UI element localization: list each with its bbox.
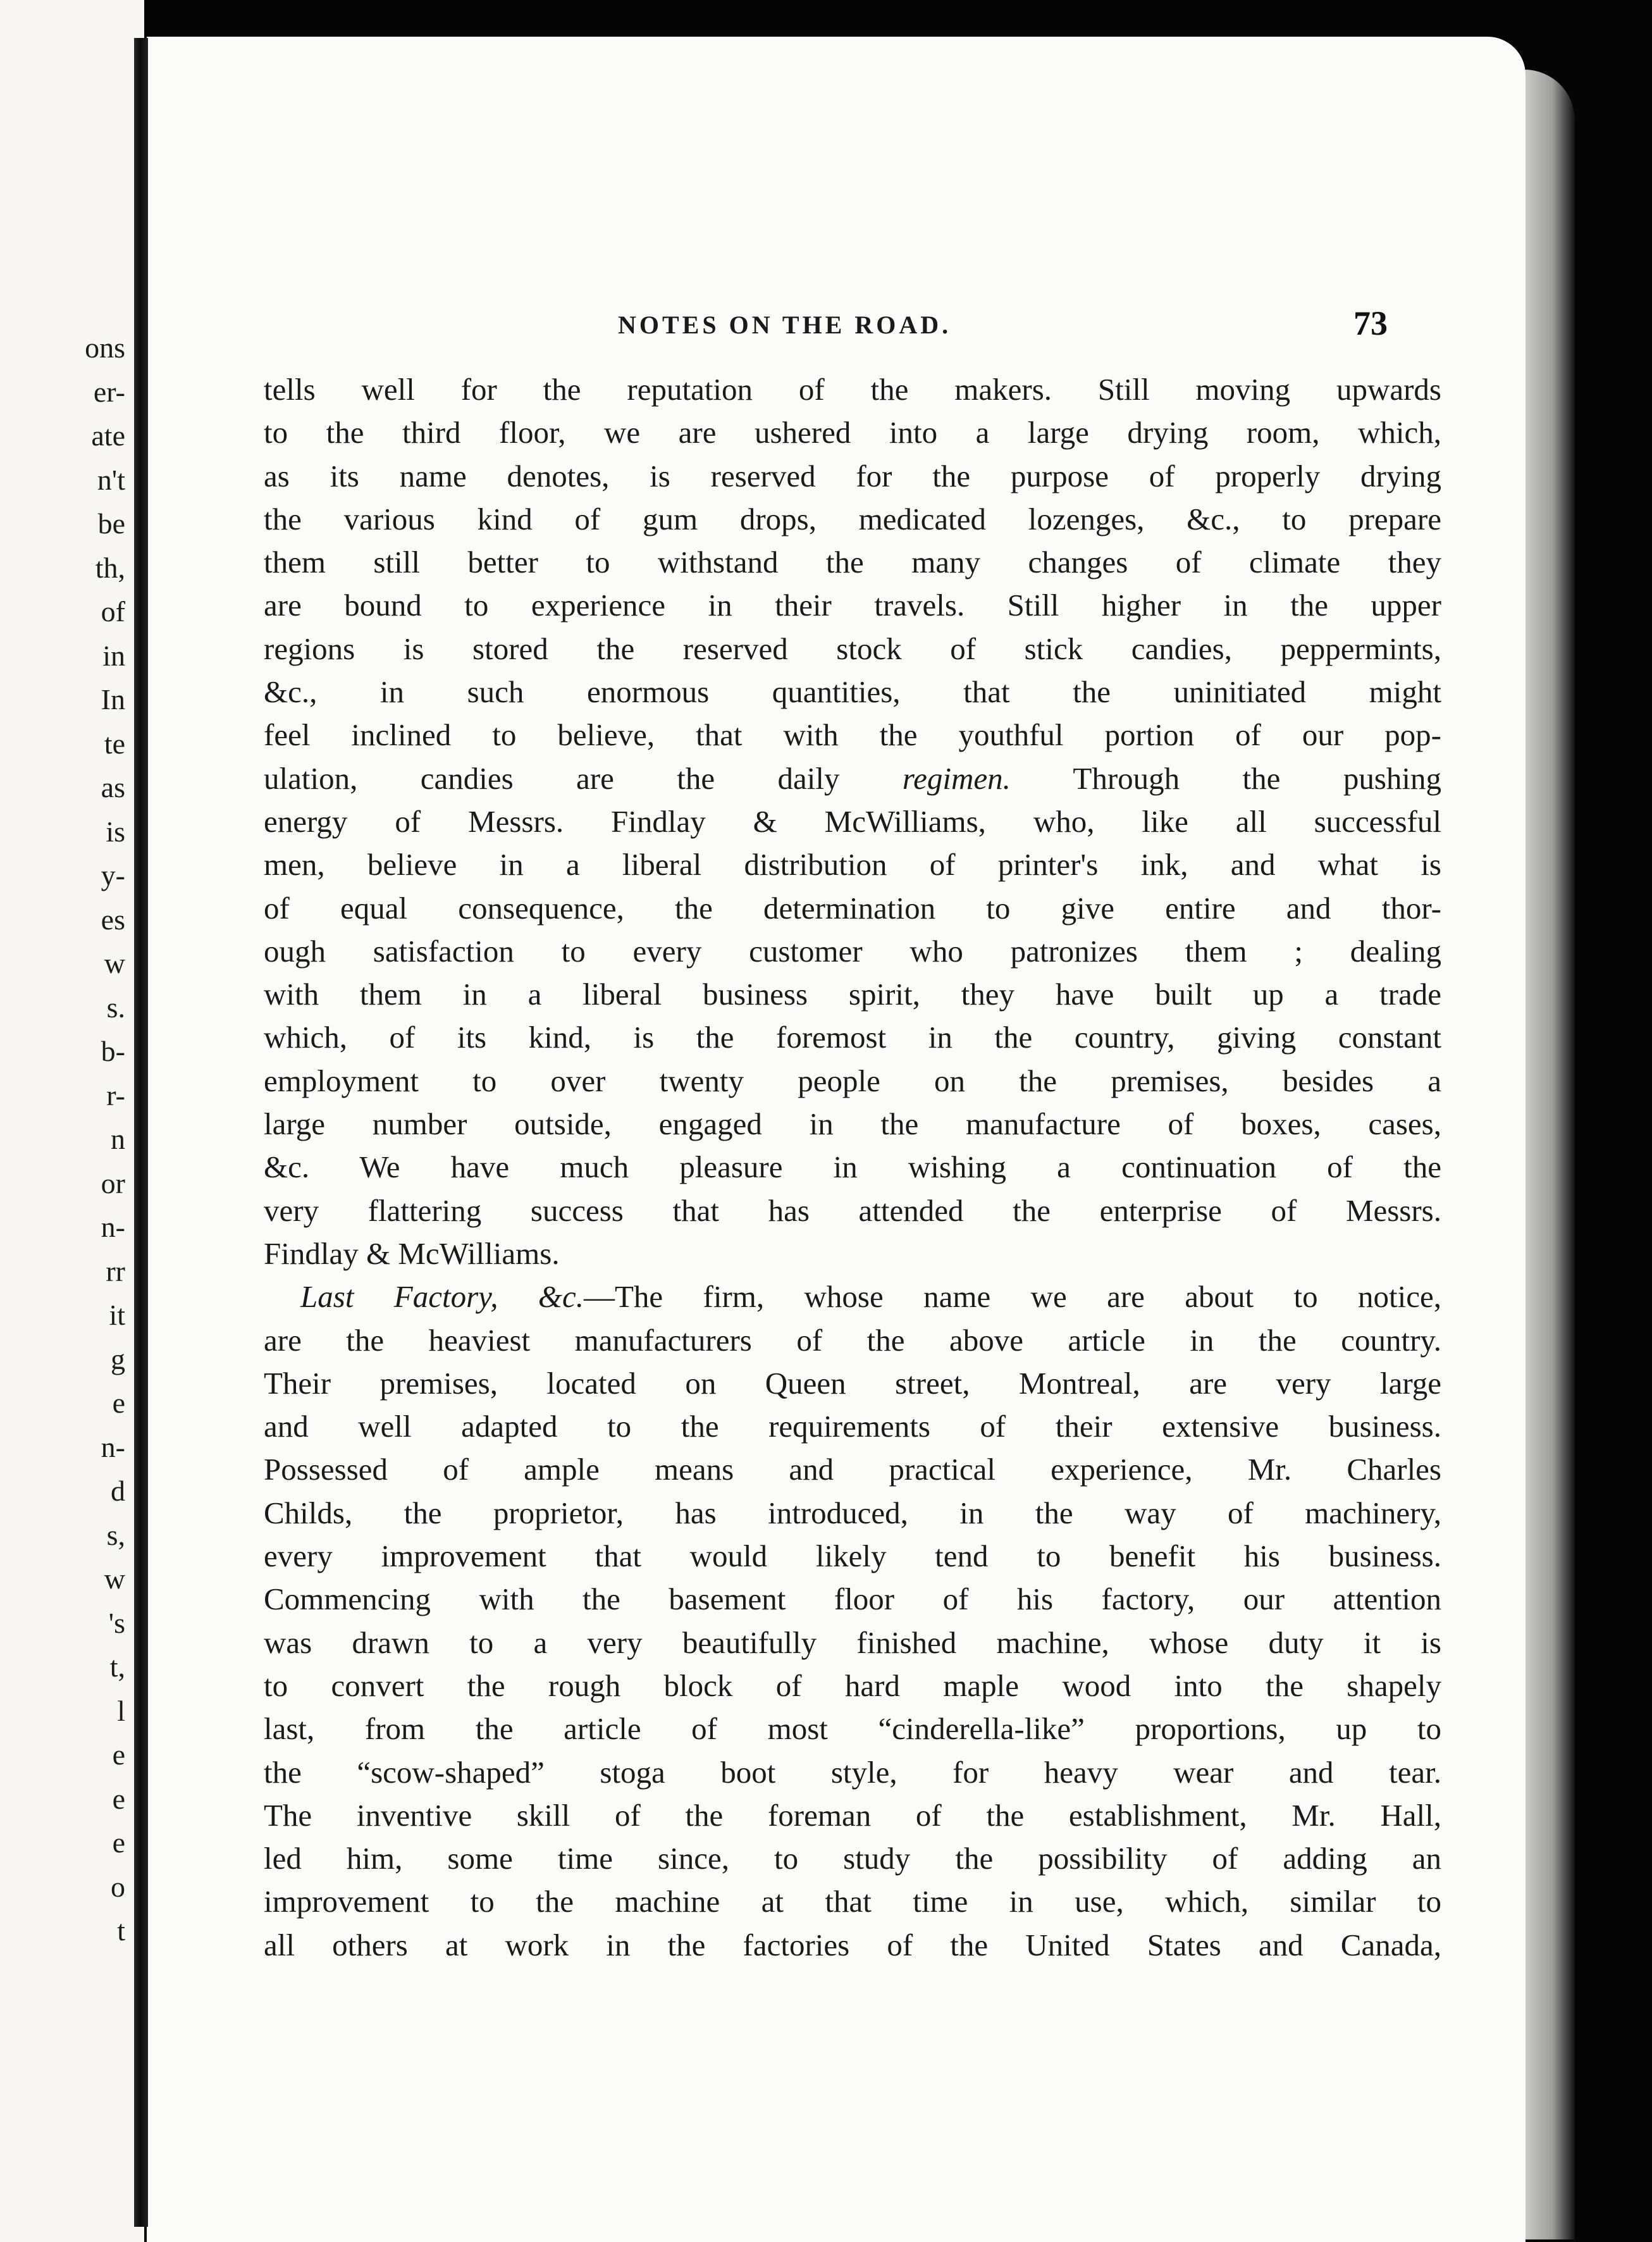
facing-page-fragment-line: In <box>101 683 125 715</box>
facing-page-fragment-line: l <box>117 1694 125 1727</box>
text-line: Possessed of ample means and practical experience, Mr. Charles <box>264 1452 1441 1487</box>
text-line: tells well for the reputation of the makers. Still moving upwards <box>264 372 1441 407</box>
book-page <box>147 37 1526 2242</box>
text-line: Findlay & McWilliams. <box>264 1236 560 1271</box>
text-line: every improvement that would likely tend to benefit his business. <box>264 1539 1441 1574</box>
facing-page-fragment-line: or <box>101 1167 125 1199</box>
facing-page-fragment-line: y- <box>101 859 125 891</box>
section-heading: Last Factory, &c. <box>300 1279 584 1315</box>
text-line: large number outside, engaged in the manufacture of boxes, cases, <box>264 1106 1441 1142</box>
text-line: &c., in such enormous quantities, that the uninitiated might <box>264 674 1441 710</box>
facing-page-fragment-line: of <box>101 595 125 628</box>
facing-page-fragment-line: ons <box>85 331 125 364</box>
facing-page-fragment-line: as <box>101 771 125 803</box>
text-line: employment to over twenty people on the premises, besides a <box>264 1063 1441 1098</box>
text-fragment: ulation, candies are the daily <box>264 760 903 796</box>
facing-page-fragment-line: it <box>109 1299 125 1331</box>
paragraph-2 <box>264 1275 1441 1967</box>
facing-page-fragment-line: n <box>111 1123 125 1155</box>
text-line: Their premises, located on Queen street, Montreal, are very large <box>264 1365 1441 1401</box>
running-head <box>147 304 1526 348</box>
text-line: was drawn to a very beautifully finished machine, whose duty it is <box>264 1625 1441 1660</box>
text-fragment: —The firm, whose name we are about to notice, <box>583 1279 1441 1315</box>
facing-page-fragment-line: o <box>111 1870 125 1903</box>
facing-page-fragment-line: n't <box>97 463 125 496</box>
text-line: the various kind of gum drops, medicated lozenges, &c., to prepare <box>264 501 1441 536</box>
text-line: led him, some time since, to study the possibility of adding an <box>264 1841 1441 1876</box>
text-line: are bound to experience in their travels. Still higher in the upper <box>264 588 1441 623</box>
page-number: 73 <box>1353 304 1388 342</box>
text-line: as its name denotes, is reserved for the purpose of properly drying <box>264 458 1441 493</box>
facing-page-fragment-line: te <box>104 727 125 760</box>
text-line: are the heaviest manufacturers of the above article in the country. <box>264 1322 1441 1358</box>
text-line: them still better to withstand the many changes of climate they <box>264 545 1441 580</box>
italic-word: regimen. <box>902 760 1011 796</box>
facing-page-fragment-line: s, <box>106 1518 125 1551</box>
facing-page-fragment-line: e <box>112 1387 125 1419</box>
text-line: with them in a liberal business spirit, they have built up a trade <box>264 977 1441 1012</box>
text-line: and well adapted to the requirements of their extensive business. <box>264 1409 1441 1444</box>
facing-page-fragment-line: is <box>106 815 125 848</box>
text-line: regions is stored the reserved stock of stick candies, peppermints, <box>264 631 1441 666</box>
paragraph-1 <box>264 368 1441 1275</box>
body-text <box>264 368 1441 1967</box>
facing-page-fragment-line: e <box>112 1826 125 1859</box>
text-line: men, believe in a liberal distribution of printer's ink, and what is <box>264 847 1441 883</box>
facing-page-fragment-line: th, <box>95 551 125 584</box>
facing-page-fragment-line: ate <box>91 419 125 452</box>
text-line: feel inclined to believe, that with the youthful portion of our pop- <box>264 717 1441 753</box>
text-line <box>264 757 1441 800</box>
facing-page-fragment-line: n- <box>101 1211 125 1243</box>
facing-page-fragment-line: r- <box>106 1079 125 1112</box>
text-fragment: Through the pushing <box>1010 760 1441 796</box>
facing-page-fragment-line: w <box>104 1563 125 1595</box>
facing-page-fragment-line: t <box>117 1914 125 1947</box>
text-line: Childs, the proprietor, has introduced, in the way of machinery, <box>264 1495 1441 1530</box>
text-line <box>264 1275 1441 1318</box>
text-line: last, from the article of most “cinderella-like” proportions, up to <box>264 1711 1441 1747</box>
text-line: ough satisfaction to every customer who patronizes them ; dealing <box>264 933 1441 969</box>
facing-page-fragment <box>0 0 144 2242</box>
facing-page-fragment-line: t, <box>109 1651 125 1683</box>
text-line: to convert the rough block of hard maple wood into the shapely <box>264 1668 1441 1703</box>
text-line: to the third floor, we are ushered into a large drying room, which, <box>264 415 1441 450</box>
facing-page-fragment-line: d <box>111 1475 125 1507</box>
facing-page-fragment-line: n- <box>101 1430 125 1463</box>
text-line: energy of Messrs. Findlay & McWilliams, who, like all successful <box>264 803 1441 839</box>
text-line: of equal consequence, the determination to give entire and thor- <box>264 890 1441 926</box>
facing-page-fragment-line: rr <box>106 1254 125 1287</box>
text-line: which, of its kind, is the foremost in the country, giving constant <box>264 1020 1441 1055</box>
book-gutter <box>134 38 148 2227</box>
facing-page-fragment-line: 's <box>108 1606 125 1639</box>
text-line: &c. We have much pleasure in wishing a continuation of the <box>264 1149 1441 1185</box>
text-line: very flattering success that has attended the enterprise of Messrs. <box>264 1192 1441 1228</box>
text-line: the “scow-shaped” stoga boot style, for heavy wear and tear. <box>264 1754 1441 1790</box>
facing-page-fragment-line: er- <box>93 375 125 408</box>
facing-page-fragment-line: e <box>112 1782 125 1815</box>
text-line: improvement to the machine at that time in use, which, similar to <box>264 1884 1441 1919</box>
facing-page-fragment-line: b- <box>101 1035 125 1067</box>
facing-page-fragment-line: w <box>104 947 125 979</box>
text-line: all others at work in the factories of the United States and Canada, <box>264 1927 1441 1962</box>
facing-page-fragment-line: be <box>97 507 125 540</box>
facing-page-fragment-line: in <box>102 639 125 672</box>
facing-page-fragment-line: es <box>101 903 125 936</box>
running-head-title: NOTES ON THE ROAD. <box>618 311 952 339</box>
facing-page-line-endings <box>0 326 144 1953</box>
facing-page-fragment-line: s. <box>106 991 125 1024</box>
facing-page-fragment-line: g <box>111 1342 125 1375</box>
text-line: Commencing with the basement floor of his factory, our attention <box>264 1582 1441 1617</box>
text-line: The inventive skill of the foreman of the establishment, Mr. Hall, <box>264 1797 1441 1833</box>
facing-page-fragment-line: e <box>112 1738 125 1771</box>
